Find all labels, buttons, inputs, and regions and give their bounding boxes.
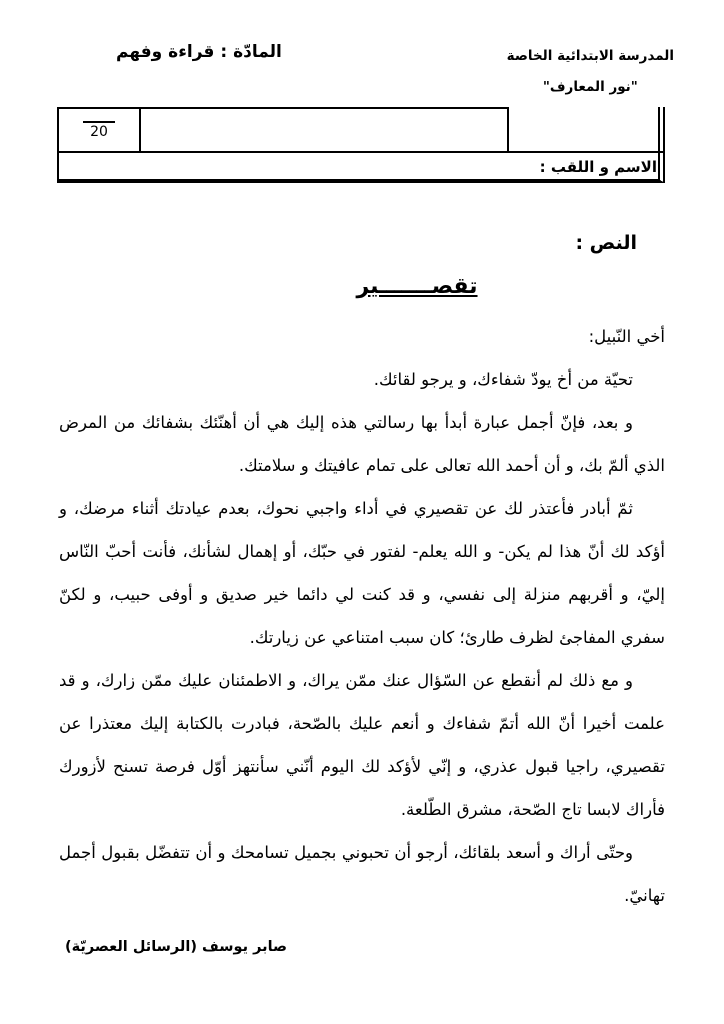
paragraph-apology: ثمّ أبادر فأعتذر لك عن تقصيري في أداء واجبي نحوك، بعدم عيادتك أثناء مرضك، و أؤكد لك أنّ هذا لم يكن- و الله يعلم- لفتور في حبّك، أو إهمال لشأنك، فأنت أحبّ النّاس إليّ، و أقربهم منزلة إلى نفسي، و قد كنت لي دائما خير صديق و أوفى حبيب، و لكنّ سفري المفاجئ لظرف طارئ؛ كان سبب امتناعي عن زيارتك. bbox=[59, 499, 665, 647]
remark-empty-cell bbox=[141, 109, 507, 151]
paragraph-promise: و مع ذلك لم أنقطع عن السّؤال عنك ممّن يراك، و الاطمئنان عليك ممّن زارك، و قد علمت أخيرا أنّ الله أتمّ شفاءك و أنعم عليك بالصّحة، فبادرت بالكتابة إليك معتذرا عن تقصيري، راجيا قبول عذري، و إنّي لأؤكد لك اليوم أنّني سأنتهز أوّل فرصة تسنح لأزورك فأراك لابسا تاج الصّحة، مشرق الطّلعة. bbox=[59, 671, 665, 819]
letter-title: تقصـــــــير bbox=[356, 274, 478, 299]
score-out-of-20: 20 bbox=[83, 121, 115, 140]
salutation: أخي النّبيل: bbox=[588, 327, 665, 346]
name-label: الاسم و اللقب : bbox=[539, 158, 657, 176]
paragraph-congratulation: و بعد، فإنّ أجمل عبارة أبدأ بها رسالتي هذه إليك هي أن أهنّئك بشفائك من المرض الذي ألمّ بك، و أن أحمد الله تعالى على تمام عافيتك و سلامتك. bbox=[59, 413, 665, 475]
header-table bbox=[57, 107, 665, 183]
subject-label: المادّة : قراءة وفهم bbox=[116, 42, 282, 62]
score-cell bbox=[59, 109, 141, 151]
school-header bbox=[507, 50, 674, 94]
signature: صابر يوسف (الرسائل العصريّة) bbox=[65, 939, 288, 955]
paragraph-closing: وحتّى أراك و أسعد بلقائك، أرجو أن تحبوني بجميل تسامحك و أن تتفضّل بقبول أجمل تهانيّ. bbox=[59, 843, 665, 905]
section-label: النص : bbox=[575, 232, 637, 254]
score-row bbox=[57, 107, 509, 151]
paragraph-greeting: تحيّة من أخ يودّ شفاءك، و يرجو لقائك. bbox=[373, 370, 633, 389]
letter-content bbox=[59, 230, 665, 957]
name-row bbox=[57, 151, 665, 183]
school-brand-line: "نور المعارف" bbox=[542, 78, 638, 95]
school-name-line: المدرسة الابتدائية الخاصة bbox=[506, 48, 674, 64]
